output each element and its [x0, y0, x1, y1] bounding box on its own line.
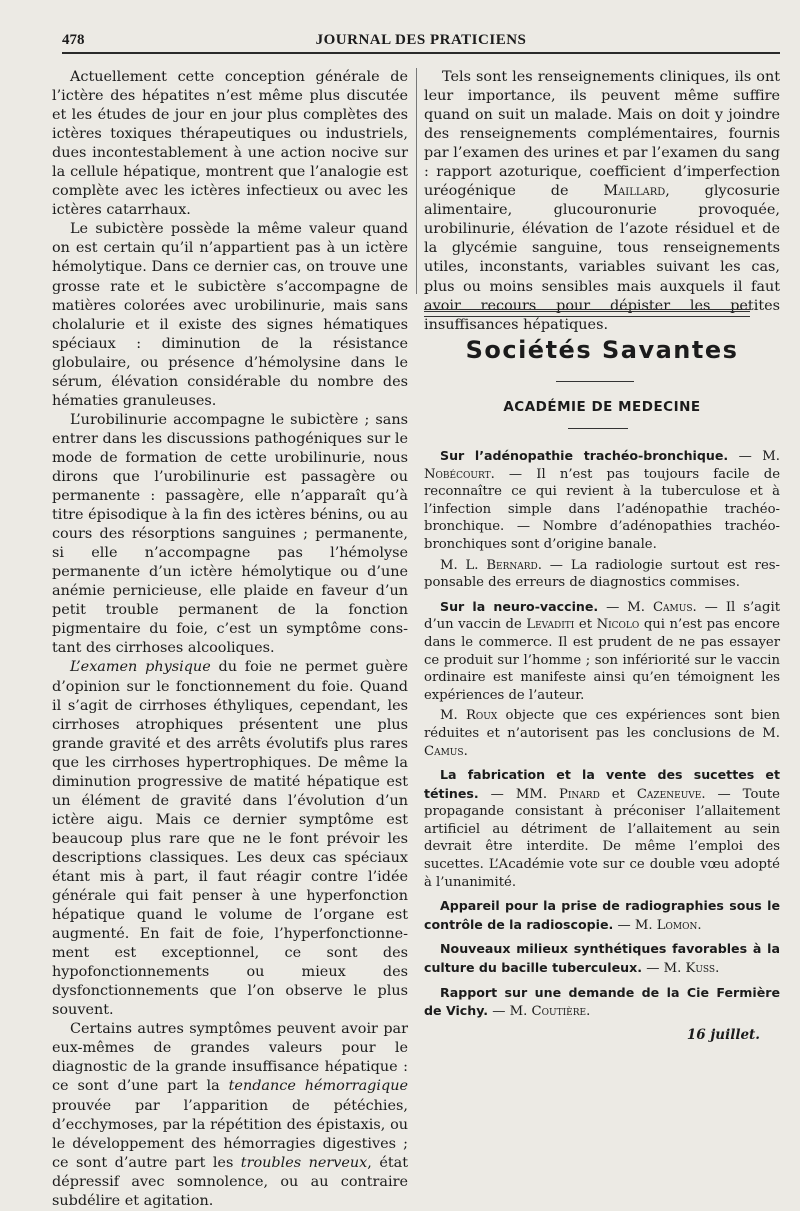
author-name: Pinard: [559, 786, 600, 802]
reports-list: [424, 447, 780, 1044]
paragraph: [52, 1020, 408, 1210]
punctuation: .: [463, 743, 468, 759]
report-body: . — Il n’est pas toujours facile de reconnaître ce qui revient à la tuberculose et à l’infection simple dans l’adénopathie trachéo-bronchique. — Nombre d’adénopathies trachéo-bronchiques sont d’origine banale.: [424, 466, 780, 552]
author-name: Cazeneuve: [636, 786, 702, 802]
author-name: Nobécourt: [424, 466, 491, 482]
report-text: [424, 984, 780, 1021]
dash: — M.: [642, 961, 686, 977]
author-name: Nicolo: [596, 617, 640, 633]
paragraph-text: Tels sont les renseignements cliniques, ils ont leur importance, ils peuvent même suffire quand on suit un malade. Mais on doit y joindre des renseignements complémentaires, fournis par l’examen des urines et par l’examen du sang : rapport azoturique, coefficient d’imperfection uréogénique de: [424, 69, 780, 200]
report-body: qui n’est pas encore dans le commerce. Il est prudent de ne pas essayer ce produit sur l’homme ; son infériorité sur le vaccin ordinaire est manifeste ainsi qu’en témoignent les expériences de l’auteur.: [424, 617, 780, 703]
author-name: Maillard: [603, 183, 666, 200]
journal-title: JOURNAL DES PRATICIENS: [315, 32, 527, 48]
report-item: [424, 598, 780, 760]
dash: — M.: [488, 1004, 532, 1020]
author-name: Camus: [424, 743, 464, 759]
prefix: M. L.: [440, 557, 487, 573]
report-text: [424, 897, 780, 934]
report-text: [424, 766, 780, 891]
page-number: 478: [62, 32, 85, 48]
report-text: [424, 557, 780, 592]
conjunction: et: [599, 786, 637, 802]
author-name: Lomon: [656, 917, 698, 933]
column-divider: [416, 68, 417, 294]
paragraph-text: prouvée par l’apparition de pétéchies, d’ecchymoses, par la répétition des épistaxis, ou le développement des hémorragies digestives ; ce sont d’autre part les: [52, 1097, 408, 1171]
paragraph-text: , glycosurie alimentaire, glucouronurie provoquée, urobilinurie, élévation de l’azote résiduel et de la glycémie sanguine, tous renseignements utiles, inconstants, variables suivant les cas, plus ou moins sensibles mais auxquels il faut avoir recours pour dépister les petites insuffisances hépatiques.: [424, 183, 780, 333]
section-divider: [424, 309, 750, 317]
dash: — M.: [613, 917, 657, 933]
dateline: 16 juillet.: [686, 1026, 760, 1043]
report-body: . — Toute propagande consistant à préconiser l’allaitement artificiel au détriment de l’allaitement au sein devrait être interdite. De même l’emploi des sucettes. L’Académie vote sur ce double vœu adopté à l’unanimité.: [424, 786, 780, 890]
punctuation: .: [697, 917, 702, 933]
author-name: Bernard: [486, 557, 538, 573]
report-text: [424, 598, 780, 705]
paragraph: Le subictère possède la même valeur quand on est certain qu’il n’appartient pas à un ictère hémolytique. Dans ce dernier cas, on trouve une grosse rate et le subictère s’accompagne de matières colorées avec urobilinurie, mais sans cholalurie et il existe des signes hématiques spéciaux : diminution de la résistance globulaire, ou présence d’hémolysine dans le sérum, élévation considérable du nombre des hématies granuleuses.: [52, 221, 408, 409]
prefix: M.: [440, 708, 466, 724]
emphasis: L’examen physique: [70, 659, 211, 676]
report-body: . — La radiologie surtout est responsable des erreurs de diagnostics commises.: [424, 557, 781, 591]
paragraph-text: du foie ne permet guère d’opinion sur le fonctionnement du foie. Quand il s’agit de cirrhoses éthyliques, cependant, les cirrhoses atrophiques présentent une plus grande gravité et des arrêts évolutifs plus rares que les cirrhoses hypertrophiques. De même la diminution progressive de matité hépatique est un élément de gravité dans l’évolution d’un ictère aigu. Mais ce dernier symptôme est beaucoup plus rare que ne le font prévoir les descriptions classiques. Les deux cas spéciaux étant mis à part, il faut réagir contre l’idée générale qui fait penser à une hyperfonction hépatique quand le volume de l’organe est augmenté. En fait de foie, l’hyperfonctionnement est exceptionnel, ce sont des hypofonctionnements ou mieux des dysfonctionnements que l’on observe le plus souvent.: [52, 659, 408, 1019]
report-item: [424, 766, 780, 891]
emphasis: tendance hémorragique: [228, 1078, 408, 1095]
author-name: Kuss: [685, 961, 716, 977]
punctuation: .: [715, 961, 720, 977]
paragraph-text: Certains autres symptômes peuvent avoir par eux-mêmes de grandes valeurs pour le diagnostic de la grande insuffisance hépatique : ce sont d’une part la: [52, 1021, 408, 1095]
dash: — M.: [598, 599, 653, 615]
dash: — M.: [728, 449, 780, 464]
report-body: objecte que ces expériences sont bien réduites et n’autorisent pas les conclusions de M.: [424, 708, 780, 741]
paragraph: [52, 658, 408, 1020]
heading-underline: [568, 428, 628, 429]
author-name: Roux: [465, 708, 498, 724]
report-title: Sur la neuro-vaccine.: [440, 598, 599, 614]
left-column: [52, 68, 408, 1211]
dash: — MM.: [478, 786, 559, 802]
right-column: [424, 68, 780, 335]
page-header: [62, 30, 780, 54]
report-item: [424, 897, 780, 934]
report-item: [424, 447, 780, 592]
report-body: . — Il s’agit d’un vaccin de: [424, 599, 781, 633]
report-text: [424, 940, 780, 977]
report-text: [424, 707, 780, 760]
report-title: Appareil pour la prise de radiographies sous le contrôle de la radioscopie.: [424, 898, 780, 932]
author-name: Camus: [652, 599, 693, 615]
paragraph: Actuellement cette conception générale de l’ictère des hépatites n’est même plus discutée et les études de jour en jour plus complètes des ictères toxiques thérapeutiques ou industriels, dues incontestablement à une action nocive sur la cellule hépatique, montrent que l’analogie est complète avec les ictères infectieux ou avec les ictères catarrhaux.: [52, 69, 408, 219]
report-body: et: [574, 617, 597, 633]
report-title: Nouveaux milieux synthétiques favorables à la culture du bacille tuberculeux.: [424, 941, 780, 976]
punctuation: .: [586, 1004, 591, 1020]
section-title: Sociétés Savantes: [465, 336, 739, 364]
academy-heading: ACADÉMIE DE MEDECINE: [503, 399, 701, 415]
paragraph-text: , état dépressif avec somnolence, ou au contraire subdélire et agitation.: [52, 1154, 408, 1209]
author-name: Levaditi: [526, 617, 575, 633]
title-underline: [556, 381, 634, 382]
report-item: [424, 984, 780, 1021]
report-title: La fabrication et la vente des sucettes et tétines.: [424, 767, 780, 801]
report-item: [424, 940, 780, 977]
report-title: Rapport sur une demande de la Cie Fermière de Vichy.: [424, 984, 780, 1019]
emphasis: troubles nerveux: [240, 1154, 368, 1171]
author-name: Coutière: [531, 1004, 587, 1020]
report-title: Sur l’adénopathie trachéo-bronchique.: [440, 448, 729, 463]
paragraph: [424, 68, 780, 335]
report-text: [424, 447, 780, 554]
paragraph: L’urobilinurie accompagne le subictère ; sans entrer dans les discussions pathogéniques sur le mode de formation de cette urobilinurie, nous dirons que l’urobilinurie est passagère ou permanente : passagère, elle n’apparaît qu’à titre épisodique à la fin des ictères bénins, ou au cours des résorptions sanguines ; permanente, si elle n’accompagne pas l’hémolyse permanente d’un ictère hémolytique ou d’une anémie pernicieuse, elle plaide en faveur d’un petit trouble permanent de la fonction pigmentaire du foie, c’est un symptôme constant des cirrhoses alcooliques.: [52, 411, 409, 657]
